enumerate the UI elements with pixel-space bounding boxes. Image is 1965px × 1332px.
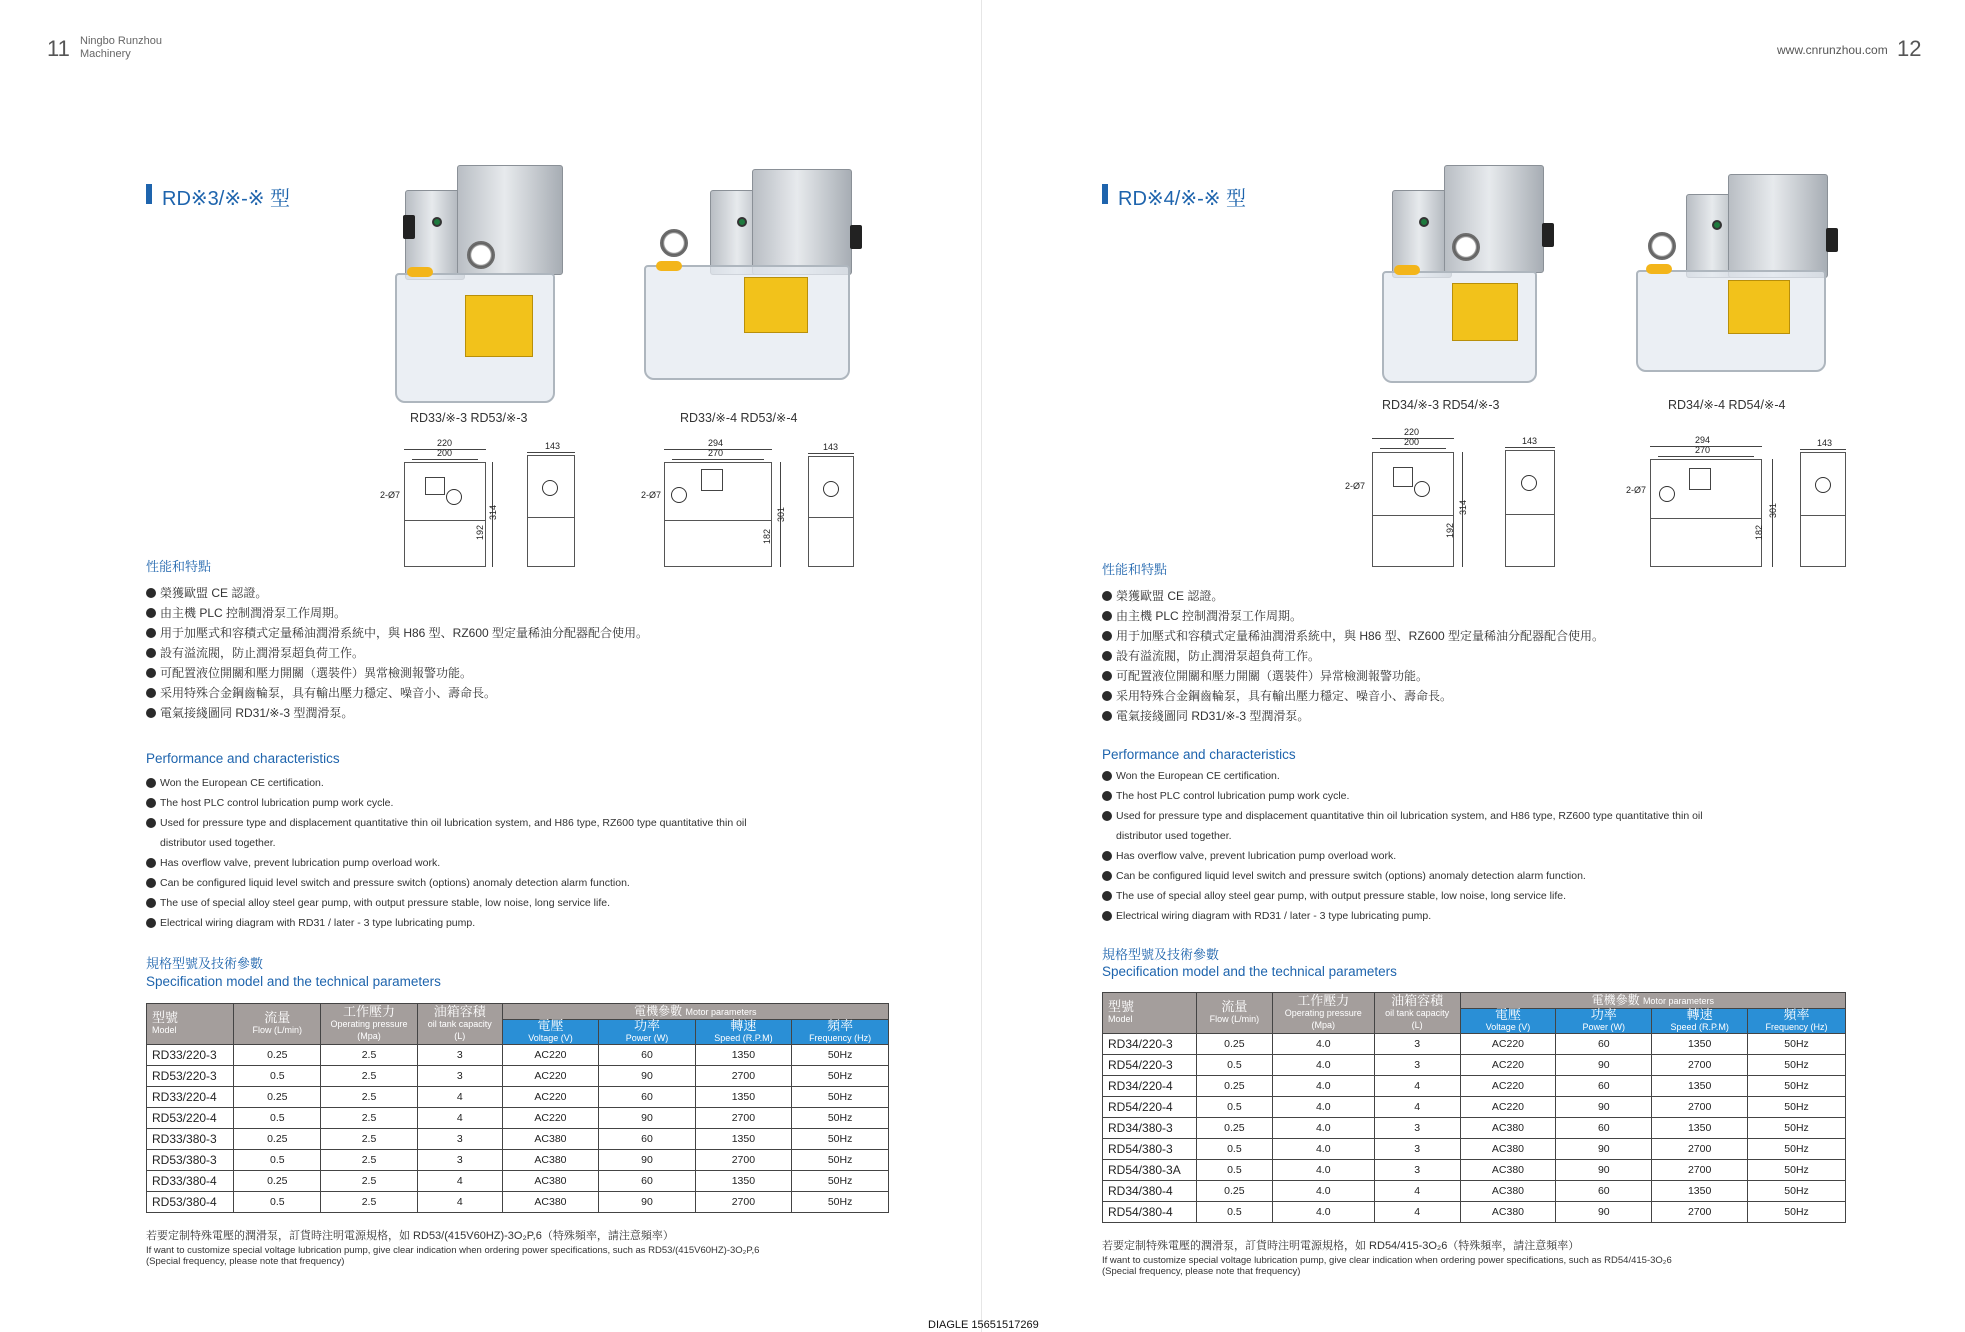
product-photo-rd33-4 <box>640 165 870 395</box>
table-cell: 2700 <box>695 1066 792 1087</box>
spec-table-body <box>147 1045 889 1213</box>
gauge-outline-icon <box>1521 475 1537 491</box>
table-cell: 4.0 <box>1272 1034 1374 1055</box>
col-frequency: 頻率 Frequency (Hz) <box>792 1020 889 1045</box>
table-cell: RD34/380-3 <box>1103 1118 1197 1139</box>
table-cell: 1350 <box>695 1087 792 1108</box>
product-photo-rd33-3 <box>385 165 580 405</box>
table-cell: 60 <box>599 1129 695 1150</box>
table-cell: 4.0 <box>1272 1055 1374 1076</box>
table-cell: 0.25 <box>1196 1181 1272 1202</box>
product-photo-rd34-4 <box>1632 172 1842 382</box>
table-cell: 4.0 <box>1272 1181 1374 1202</box>
table-cell: AC220 <box>1460 1076 1556 1097</box>
section-title: RD※4/※-※ 型 <box>1102 182 1246 211</box>
table-row <box>147 1129 889 1150</box>
product-label <box>744 277 808 333</box>
table-cell: 90 <box>599 1108 695 1129</box>
list-item: Used for pressure type and displacement quantitative thin oil lubrication system, and H86 type, RZ600 type quantitative thin oil <box>1102 806 1822 826</box>
table-cell: 60 <box>1556 1181 1652 1202</box>
col-voltage: 電壓 Voltage (V) <box>502 1020 599 1045</box>
col-flow: 流量 Flow (L/min) <box>1196 993 1272 1034</box>
indicator-light-icon <box>432 217 442 227</box>
list-item: 采用特殊合金鋼齒輪泵，具有輸出壓力穩定、噪音小、壽命長。 <box>146 683 648 703</box>
spec-title-en: Specification model and the technical parameters <box>146 974 441 989</box>
bracket-icon <box>403 215 415 239</box>
table-cell: AC220 <box>1460 1034 1556 1055</box>
table-cell: AC380 <box>1460 1118 1556 1139</box>
table-cell: 4 <box>417 1171 502 1192</box>
table-cell: AC220 <box>502 1108 599 1129</box>
table-cell: 4.0 <box>1272 1076 1374 1097</box>
table-cell: 4 <box>1374 1181 1460 1202</box>
table-cell: 90 <box>1556 1055 1652 1076</box>
table-cell: 2.5 <box>321 1087 418 1108</box>
table-row <box>1103 1202 1846 1223</box>
table-cell: RD34/380-4 <box>1103 1181 1197 1202</box>
table-cell: RD33/220-3 <box>147 1045 234 1066</box>
table-cell: 50Hz <box>1748 1055 1846 1076</box>
table-row <box>1103 1034 1846 1055</box>
table-cell: 90 <box>1556 1097 1652 1118</box>
col-power: 功率 Power (W) <box>1556 1009 1652 1034</box>
table-cell: 2700 <box>1652 1202 1748 1223</box>
table-cell: RD33/380-3 <box>147 1129 234 1150</box>
table-cell: 2700 <box>1652 1139 1748 1160</box>
table-cell: 1350 <box>1652 1118 1748 1139</box>
table-cell: RD33/220-4 <box>147 1087 234 1108</box>
table-cell: 50Hz <box>1748 1118 1846 1139</box>
product-photo-rd34-3 <box>1372 165 1567 385</box>
bracket-icon <box>1542 223 1554 247</box>
table-cell: 0.5 <box>234 1108 321 1129</box>
spec-title-en: Specification model and the technical parameters <box>1102 964 1397 979</box>
table-row <box>147 1045 889 1066</box>
pressure-gauge-icon <box>467 241 495 269</box>
list-item: Has overflow valve, prevent lubrication pump overload work. <box>146 853 866 873</box>
table-cell: 60 <box>1556 1076 1652 1097</box>
table-cell: 0.25 <box>234 1045 321 1066</box>
list-item: Electrical wiring diagram with RD31 / later - 3 type lubricating pump. <box>146 913 866 933</box>
list-item: 可配置液位開關和壓力開關（選裝件）异常檢測報警功能。 <box>1102 666 1604 686</box>
table-cell: 4.0 <box>1272 1160 1374 1181</box>
col-power: 功率 Power (W) <box>599 1020 695 1045</box>
list-item: 用于加壓式和容積式定量稀油潤滑系統中，與 H86 型、RZ600 型定量稀油分配器配合使用。 <box>1102 626 1604 646</box>
list-item: 設有溢流閥，防止潤滑泵超負荷工作。 <box>1102 646 1604 666</box>
fill-cap-icon <box>656 261 682 271</box>
table-row <box>1103 1076 1846 1097</box>
table-cell: 4 <box>1374 1202 1460 1223</box>
table-cell: 50Hz <box>1748 1202 1846 1223</box>
performance-title: Performance and characteristics <box>1102 747 1296 762</box>
table-cell: 0.25 <box>234 1087 321 1108</box>
custom-note-en: If want to customize special voltage lubrication pump, give clear indication when ordering power specifications, such as RD53/(415V60HZ)-3O₂P,6 (Special frequency, please note that frequency) <box>146 1245 760 1267</box>
fill-cap-icon <box>1646 264 1672 274</box>
table-cell: 50Hz <box>792 1171 889 1192</box>
table-cell: 1350 <box>1652 1034 1748 1055</box>
table-cell: 2.5 <box>321 1108 418 1129</box>
table-row <box>1103 1160 1846 1181</box>
table-cell: 4.0 <box>1272 1139 1374 1160</box>
table-cell: 3 <box>1374 1055 1460 1076</box>
table-cell: AC380 <box>502 1129 599 1150</box>
table-cell: 90 <box>599 1066 695 1087</box>
pump-housing <box>1728 174 1828 278</box>
table-cell: RD53/220-3 <box>147 1066 234 1087</box>
table-cell: 0.25 <box>1196 1076 1272 1097</box>
footer-contact: DIAGLE 15651517269 <box>928 1319 1039 1331</box>
table-cell: 50Hz <box>1748 1076 1846 1097</box>
website-url: www.cnrunzhou.com <box>1777 43 1888 57</box>
table-cell: RD54/380-3 <box>1103 1139 1197 1160</box>
product-label <box>1452 283 1518 341</box>
spec-table <box>1102 992 1846 1223</box>
list-item: 用于加壓式和容積式定量稀油潤滑系統中，與 H86 型、RZ600 型定量稀油分配器配合使用。 <box>146 623 648 643</box>
table-cell: 50Hz <box>1748 1181 1846 1202</box>
col-speed: 轉速 Speed (R.P.M) <box>695 1020 792 1045</box>
col-pressure: 工作壓力 Operating pressure (Mpa) <box>1272 993 1374 1034</box>
table-cell: 2.5 <box>321 1066 418 1087</box>
table-cell: 0.5 <box>234 1192 321 1213</box>
col-motor-group: 電機參數 Motor parameters <box>502 1004 888 1020</box>
table-cell: 1350 <box>1652 1181 1748 1202</box>
table-cell: 3 <box>417 1150 502 1171</box>
table-cell: 90 <box>1556 1139 1652 1160</box>
table-cell: 0.5 <box>1196 1139 1272 1160</box>
table-cell: 2.5 <box>321 1045 418 1066</box>
table-cell: 2.5 <box>321 1171 418 1192</box>
table-cell: 3 <box>417 1129 502 1150</box>
list-item: Electrical wiring diagram with RD31 / later - 3 type lubricating pump. <box>1102 906 1822 926</box>
table-cell: 4 <box>417 1108 502 1129</box>
table-cell: 60 <box>1556 1118 1652 1139</box>
table-cell: 2700 <box>1652 1160 1748 1181</box>
list-item: Won the European CE certification. <box>1102 766 1822 786</box>
table-cell: 50Hz <box>792 1108 889 1129</box>
list-item-continuation: distributor used together. <box>160 837 276 849</box>
table-row <box>1103 1055 1846 1076</box>
table-cell: 1350 <box>1652 1076 1748 1097</box>
table-cell: AC380 <box>1460 1202 1556 1223</box>
product-caption-1: RD33/※-3 RD53/※-3 <box>410 411 528 425</box>
table-cell: 1350 <box>695 1129 792 1150</box>
col-tank: 油箱容積 oil tank capacity (L) <box>1374 993 1460 1034</box>
fill-cap-icon <box>1394 265 1420 275</box>
table-cell: RD53/380-4 <box>147 1192 234 1213</box>
table-cell: 2700 <box>695 1192 792 1213</box>
indicator-light-icon <box>1712 220 1722 230</box>
table-cell: 0.5 <box>1196 1202 1272 1223</box>
table-cell: 4 <box>1374 1076 1460 1097</box>
right-page: www.cnrunzhou.com 12 RD※4/※-※ 型 RD34/※-3 RD54/※-3 RD34/※-4 RD54/※-4 220 200 2-Ø7 314 192 143 294 270 2-Ø7 301 182 143 性能和特點 榮獲歐盟 CE 認證。 由主機 PLC 控制潤滑泵工作周期。 用于加壓式和容積式定量稀油潤滑系統中，與 H86 型、RZ600 型定量稀油分配器配合使用。 設有溢流閥，防止潤滑泵超負荷工作。 可配置液位開關和壓力開關（選裝件）异常檢測報警功能。 采用特殊合金鋼齒輪泵，具有輸出壓力穩定、噪音小、壽命長。 電氣接綫圖同 RD31/※-3 型潤滑泵。 Performance and characteristics Won the European CE certification. The host PLC control lubrication pump work cycle. Used for pressure type and displacement quantitative thin oil lubrication system, and H86 type, RZ600 type quantitative thin oil distributor used together. Has overflow valve, prevent lubrication pump overload work. Can be configured liquid level switch and pressure switch (options) anomaly detection alarm function. The use of special alloy steel gear pump, with output pressure stable, low noise, long service life. Electrical wiring diagram with RD31 / later - 3 type lubricating pump. 規格型號及技術參數 Specification model and the technical parameters 型號 Model 流量 Flow (L/min) 工作壓力 Operating pressure (Mpa) 油箱容積 oil tank capacity (L) 電機參數 Motor parameters 電壓 Voltage (V) 功率 Power (W) 轉速 Speed (R.P.M) 頻率 Frequency (Hz) RD34/220-3 0.25 4.0 3 AC220 60 1350 50Hz RD54/220-3 0.5 4.0 3 AC220 90 2700 50Hz RD34/220-4 0.25 4.0 4 AC220 60 1350 50Hz RD54/220-4 0.5 4.0 4 AC220 90 2700 50Hz RD34/380-3 0.25 4.0 3 AC380 60 1350 50Hz RD54/380-3 0.5 4.0 3 AC380 90 2700 50Hz RD54/380-3A 0.5 4.0 3 AC380 90 2700 50Hz RD34/380-4 0.25 4.0 4 AC380 60 1350 50Hz RD54/380-4 0.5 4.0 4 AC380 90 2700 50Hz 若要定制特殊電壓的潤滑泵，訂貨時注明電源規格，如 RD54/415-3O₂6（特殊頻率，請注意頻率） If want to customize special voltage lubrication pump, give clear indication when ordering power specifications, such as RD54/415-3O₂6 (Special frequency, please note that frequency) <box>1102 36 1922 1277</box>
table-cell: RD54/380-4 <box>1103 1202 1197 1223</box>
table-row <box>147 1171 889 1192</box>
gauge-outline-icon <box>823 481 839 497</box>
gauge-outline-icon <box>671 487 687 503</box>
table-cell: RD54/380-3A <box>1103 1160 1197 1181</box>
table-cell: RD54/220-4 <box>1103 1097 1197 1118</box>
col-pressure: 工作壓力 Operating pressure (Mpa) <box>321 1004 418 1045</box>
indicator-light-icon <box>1419 217 1429 227</box>
table-cell: 1350 <box>695 1171 792 1192</box>
list-item: 電氣接綫圖同 RD31/※-3 型潤滑泵。 <box>146 703 648 723</box>
list-item: 設有溢流閥，防止潤滑泵超負荷工作。 <box>146 643 648 663</box>
list-item: Won the European CE certification. <box>146 773 866 793</box>
pump-housing <box>752 169 852 275</box>
table-cell: 4 <box>417 1192 502 1213</box>
table-cell: 4 <box>1374 1097 1460 1118</box>
table-cell: 90 <box>1556 1160 1652 1181</box>
table-cell: 60 <box>599 1171 695 1192</box>
list-item: Used for pressure type and displacement quantitative thin oil lubrication system, and H86 type, RZ600 type quantitative thin oil <box>146 813 866 833</box>
list-item: Can be configured liquid level switch and pressure switch (options) anomaly detection alarm function. <box>1102 866 1822 886</box>
features-list-cn <box>1102 586 1604 726</box>
table-cell: AC220 <box>1460 1055 1556 1076</box>
spec-table-body <box>1103 1034 1846 1223</box>
table-cell: 50Hz <box>1748 1160 1846 1181</box>
table-cell: RD33/380-4 <box>147 1171 234 1192</box>
product-label <box>465 295 533 357</box>
table-cell: RD53/220-4 <box>147 1108 234 1129</box>
list-item: The host PLC control lubrication pump work cycle. <box>146 793 866 813</box>
table-cell: RD34/220-3 <box>1103 1034 1197 1055</box>
table-cell: RD34/220-4 <box>1103 1076 1197 1097</box>
gauge-outline-icon <box>1815 477 1831 493</box>
table-cell: AC380 <box>502 1171 599 1192</box>
table-row <box>1103 1118 1846 1139</box>
table-cell: AC220 <box>502 1045 599 1066</box>
table-cell: 50Hz <box>1748 1139 1846 1160</box>
list-item: 榮獲歐盟 CE 認證。 <box>146 583 648 603</box>
table-cell: 1350 <box>695 1045 792 1066</box>
table-cell: 60 <box>599 1045 695 1066</box>
spec-title-cn: 規格型號及技術參數 <box>1102 947 1220 962</box>
gauge-outline-icon <box>1414 481 1430 497</box>
col-speed: 轉速 Speed (R.P.M) <box>1652 1009 1748 1034</box>
list-item: Has overflow valve, prevent lubrication pump overload work. <box>1102 846 1822 866</box>
pressure-gauge-icon <box>1648 232 1676 260</box>
table-row <box>147 1087 889 1108</box>
list-item: The host PLC control lubrication pump work cycle. <box>1102 786 1822 806</box>
spec-table <box>146 1003 889 1213</box>
custom-note-cn: 若要定制特殊電壓的潤滑泵，訂貨時注明電源規格，如 RD53/(415V60HZ)-3O₂P,6（特殊頻率，請注意頻率） <box>146 1230 674 1242</box>
table-cell: 50Hz <box>1748 1034 1846 1055</box>
table-cell: 3 <box>1374 1139 1460 1160</box>
spec-title-cn: 規格型號及技術參數 <box>146 956 264 971</box>
table-cell: 50Hz <box>792 1150 889 1171</box>
table-row <box>147 1192 889 1213</box>
table-cell: 90 <box>599 1192 695 1213</box>
table-cell: RD53/380-3 <box>147 1150 234 1171</box>
page-number-right: 12 <box>1897 36 1922 61</box>
table-cell: 2700 <box>1652 1097 1748 1118</box>
table-cell: 0.25 <box>1196 1118 1272 1139</box>
table-cell: 0.25 <box>1196 1034 1272 1055</box>
table-cell: AC380 <box>502 1150 599 1171</box>
gauge-outline-icon <box>446 489 462 505</box>
pressure-gauge-icon <box>1452 233 1480 261</box>
table-cell: 90 <box>1556 1202 1652 1223</box>
product-caption-3: RD34/※-3 RD54/※-3 <box>1382 398 1500 412</box>
custom-note-cn: 若要定制特殊電壓的潤滑泵，訂貨時注明電源規格，如 RD54/415-3O₂6（特殊頻率，請注意頻率） <box>1102 1240 1580 1252</box>
table-cell: 0.5 <box>1196 1055 1272 1076</box>
table-row <box>1103 1181 1846 1202</box>
list-item: 電氣接綫圖同 RD31/※-3 型潤滑泵。 <box>1102 706 1604 726</box>
table-cell: 3 <box>1374 1118 1460 1139</box>
table-cell: 0.25 <box>234 1171 321 1192</box>
list-item: 可配置液位開關和壓力開關（選裝件）異常檢測報警功能。 <box>146 663 648 683</box>
table-row <box>147 1150 889 1171</box>
table-cell: 2.5 <box>321 1192 418 1213</box>
table-cell: 4 <box>417 1087 502 1108</box>
bracket-icon <box>850 225 862 249</box>
features-list-en <box>1102 766 1822 926</box>
performance-title: Performance and characteristics <box>146 751 340 766</box>
table-cell: 3 <box>1374 1034 1460 1055</box>
left-page: 11 Ningbo Runzhou Machinery RD※3/※-※ 型 RD33/※-3 RD53/※-3 RD33/※-4 RD53/※-4 220 200 2-Ø7 314 192 143 294 270 2-Ø7 301 182 143 性能和特點 榮獲歐盟 CE 認證。 由主機 PLC 控制潤滑泵工作周期。 用于加壓式和容積式定量稀油潤滑系統中，與 H86 型、RZ600 型定量稀油分配器配合使用。 設有溢流閥，防止潤滑泵超負荷工作。 可配置液位開關和壓力開關（選裝件）異常檢測報警功能。 采用特殊合金鋼齒輪泵，具有輸出壓力穩定、噪音小、壽命長。 電氣接綫圖同 RD31/※-3 型潤滑泵。 Performance and characteristics Won the European CE certification. The host PLC control lubrication pump work cycle. Used for pressure type and displacement quantitative thin oil lubrication system, and H86 type, RZ600 type quantitative thin oil distributor used together. Has overflow valve, prevent lubrication pump overload work. Can be configured liquid level switch and pressure switch (options) anomaly detection alarm function. The use of special alloy steel gear pump, with output pressure stable, low noise, long service life. Electrical wiring diagram with RD31 / later - 3 type lubricating pump. 規格型號及技術參數 Specification model and the technical parameters 型號 Model 流量 Flow (L/min) 工作壓力 Operating pressure (Mpa) 油箱容積 oil tank capacity (L) 電機參數 Motor parameters 電壓 Voltage (V) 功率 Power (W) 轉速 Speed (R.P.M) 頻率 Frequency (Hz) RD33/220-3 0.25 2.5 3 AC220 60 1350 50Hz RD53/220-3 0.5 2.5 3 AC220 90 2700 50Hz RD33/220-4 0.25 2.5 4 AC220 60 1350 50Hz RD53/220-4 0.5 2.5 4 AC220 90 2700 50Hz RD33/380-3 0.25 2.5 3 AC380 60 1350 50Hz RD53/380-3 0.5 2.5 3 AC380 90 2700 50Hz RD33/380-4 0.25 2.5 4 AC380 60 1350 50Hz RD53/380-4 0.5 2.5 4 AC380 90 2700 50Hz 若要定制特殊電壓的潤滑泵，訂貨時注明電源規格，如 RD53/(415V60HZ)-3O₂P,6（特殊頻率，請注意頻率） If want to customize special voltage lubrication pump, give clear indication when ordering power specifications, such as RD53/(415V60HZ)-3O₂P,6 (Special frequency, please note that frequency) <box>0 0 982 1332</box>
table-cell: 50Hz <box>1748 1097 1846 1118</box>
product-label <box>1728 280 1790 334</box>
table-cell: 90 <box>599 1150 695 1171</box>
fill-cap-icon <box>407 267 433 277</box>
table-cell: 50Hz <box>792 1045 889 1066</box>
table-cell: 60 <box>599 1087 695 1108</box>
table-cell: 0.5 <box>234 1150 321 1171</box>
col-flow: 流量 Flow (L/min) <box>234 1004 321 1045</box>
col-motor-group: 電機參數 Motor parameters <box>1460 993 1845 1009</box>
list-item: 采用特殊合金鋼齒輪泵，具有輸出壓力穩定、噪音小、壽命長。 <box>1102 686 1604 706</box>
table-cell: 50Hz <box>792 1129 889 1150</box>
gauge-outline-icon <box>1659 486 1675 502</box>
gauge-outline-icon <box>542 480 558 496</box>
section-title: RD※3/※-※ 型 <box>146 182 290 211</box>
col-frequency: 頻率 Frequency (Hz) <box>1748 1009 1846 1034</box>
table-cell: 3 <box>417 1066 502 1087</box>
col-model: 型號 Model <box>147 1004 234 1045</box>
table-cell: 0.5 <box>1196 1160 1272 1181</box>
table-cell: 3 <box>417 1045 502 1066</box>
list-item: Can be configured liquid level switch and pressure switch (options) anomaly detection alarm function. <box>146 873 866 893</box>
table-cell: AC380 <box>1460 1181 1556 1202</box>
table-cell: 4.0 <box>1272 1202 1374 1223</box>
table-cell: 50Hz <box>792 1192 889 1213</box>
table-cell: 0.5 <box>1196 1097 1272 1118</box>
indicator-light-icon <box>737 217 747 227</box>
features-title: 性能和特點 <box>146 559 212 574</box>
table-cell: 2.5 <box>321 1129 418 1150</box>
features-list-cn <box>146 583 648 723</box>
table-cell: AC220 <box>1460 1097 1556 1118</box>
table-row <box>1103 1139 1846 1160</box>
product-caption-4: RD34/※-4 RD54/※-4 <box>1668 398 1786 412</box>
table-cell: 60 <box>1556 1034 1652 1055</box>
table-cell: 0.5 <box>234 1066 321 1087</box>
features-title: 性能和特點 <box>1102 562 1168 577</box>
pressure-gauge-icon <box>660 229 688 257</box>
table-row <box>1103 1097 1846 1118</box>
product-caption-2: RD33/※-4 RD53/※-4 <box>680 411 798 425</box>
list-item: 榮獲歐盟 CE 認證。 <box>1102 586 1604 606</box>
table-cell: 50Hz <box>792 1087 889 1108</box>
brand-name: Ningbo Runzhou Machinery <box>80 35 162 60</box>
table-cell: 0.25 <box>234 1129 321 1150</box>
table-cell: 4.0 <box>1272 1097 1374 1118</box>
table-cell: 2700 <box>1652 1055 1748 1076</box>
col-model: 型號 Model <box>1103 993 1197 1034</box>
table-cell: 2700 <box>695 1108 792 1129</box>
table-cell: AC220 <box>502 1066 599 1087</box>
table-row <box>147 1108 889 1129</box>
table-cell: 2700 <box>695 1150 792 1171</box>
list-item: 由主機 PLC 控制潤滑泵工作周期。 <box>1102 606 1604 626</box>
bracket-icon <box>1826 228 1838 252</box>
table-cell: 4.0 <box>1272 1118 1374 1139</box>
page-number-left: 11 <box>47 36 70 61</box>
table-cell: AC380 <box>1460 1139 1556 1160</box>
table-cell: RD54/220-3 <box>1103 1055 1197 1076</box>
col-tank: 油箱容積 oil tank capacity (L) <box>417 1004 502 1045</box>
list-item: The use of special alloy steel gear pump, with output pressure stable, low noise, long service life. <box>146 893 866 913</box>
custom-note-en: If want to customize special voltage lubrication pump, give clear indication when ordering power specifications, such as RD54/415-3O₂6 (Special frequency, please note that frequency) <box>1102 1255 1672 1277</box>
list-item: The use of special alloy steel gear pump, with output pressure stable, low noise, long service life. <box>1102 886 1822 906</box>
col-voltage: 電壓 Voltage (V) <box>1460 1009 1556 1034</box>
table-cell: AC380 <box>1460 1160 1556 1181</box>
table-cell: AC220 <box>502 1087 599 1108</box>
list-item: 由主機 PLC 控制潤滑泵工作周期。 <box>146 603 648 623</box>
table-cell: 2.5 <box>321 1150 418 1171</box>
table-cell: 3 <box>1374 1160 1460 1181</box>
table-row <box>147 1066 889 1087</box>
table-cell: 50Hz <box>792 1066 889 1087</box>
features-list-en <box>146 773 866 933</box>
list-item-continuation: distributor used together. <box>1116 830 1232 842</box>
table-cell: AC380 <box>502 1192 599 1213</box>
